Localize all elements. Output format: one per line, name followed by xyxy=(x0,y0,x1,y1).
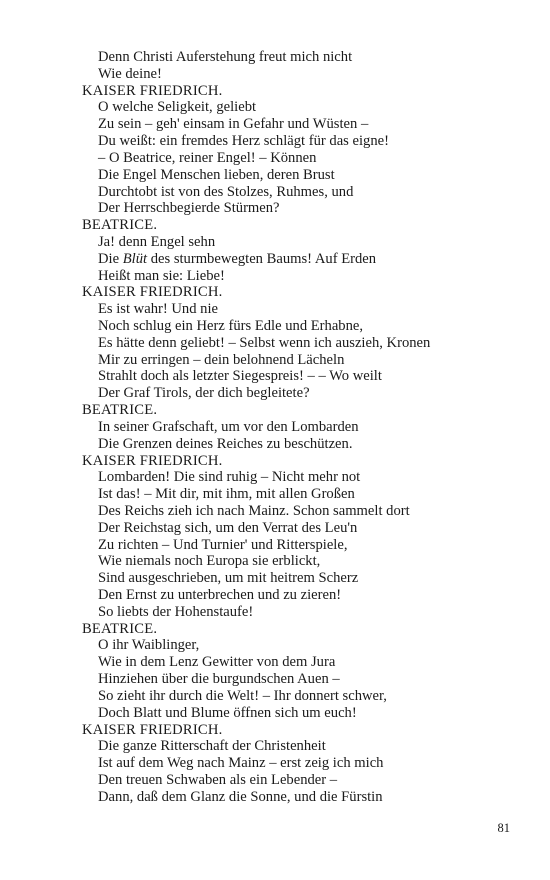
verse-line: So liebts der Hohenstaufe! xyxy=(98,603,254,620)
verse-line: Der Reichstag sich, um den Verrat des Leu'n xyxy=(98,519,358,536)
verse-line: Wie deine! xyxy=(98,65,162,82)
verse-line: Die ganze Ritterschaft der Christenheit xyxy=(98,738,326,755)
verse-line: Die Grenzen deines Reiches zu beschützen. xyxy=(98,435,353,452)
verse-line: Es ist wahr! Und nie xyxy=(98,301,218,318)
verse-line: Hinziehen über die burgundschen Auen – xyxy=(98,671,340,688)
verse-line: Noch schlug ein Herz fürs Edle und Erhabne, xyxy=(98,318,364,334)
verse-line: Wie in dem Lenz Gewitter von dem Jura xyxy=(98,654,336,671)
verse-line xyxy=(82,251,522,268)
verse-line: Lombarden! Die sind ruhig – Nicht mehr not xyxy=(98,469,361,486)
verse-line: O welche Seligkeit, geliebt xyxy=(98,99,257,116)
verse-line: Ist das! – Mit dir, mit ihm, mit allen Großen xyxy=(98,486,355,503)
verse-text: des sturmbewegten Baums! Auf Erden xyxy=(147,250,377,267)
verse-line: – O Beatrice, reiner Engel! – Können xyxy=(98,149,317,166)
speaker-name: BEATRICE. xyxy=(82,217,158,234)
speaker-name: KAISER FRIEDRICH. xyxy=(82,284,223,301)
verse-line: Strahlt doch als letzter Siegespreis! – – Wo weilt xyxy=(98,368,382,385)
verse-line: Zu sein – geh' einsam in Gefahr und Wüsten – xyxy=(98,116,369,133)
speaker-name: KAISER FRIEDRICH. xyxy=(82,82,223,99)
verse-line: Der Herrschbegierde Stürmen? xyxy=(98,200,280,217)
verse-line: Der Graf Tirols, der dich begleitete? xyxy=(98,385,310,402)
verse-line: Des Reichs zieh ich nach Mainz. Schon sammelt dort xyxy=(98,502,410,519)
verse-line: Den treuen Schwaben als ein Lebender – xyxy=(98,771,338,788)
verse-line: Durchtobt ist von des Stolzes, Ruhmes, und xyxy=(98,183,354,200)
verse-line: Sind ausgeschrieben, um mit heitrem Scherz xyxy=(98,570,359,587)
speaker-name: BEATRICE. xyxy=(82,620,158,637)
verse-line: Es hätte denn geliebt! – Selbst wenn ich auszieh, Kronen xyxy=(98,334,431,351)
speaker-name: KAISER FRIEDRICH. xyxy=(82,452,223,469)
verse-line: So zieht ihr durch die Welt! – Ihr donnert schwer, xyxy=(98,687,387,704)
verse-line: Ja! denn Engel sehn xyxy=(98,233,216,250)
emphasized-word: Blüt xyxy=(122,250,148,267)
speaker-name: BEATRICE. xyxy=(82,402,158,419)
verse-line: Denn Christi Auferstehung freut mich nicht xyxy=(98,49,353,65)
verse-text: Die xyxy=(98,250,123,267)
verse-line: Doch Blatt und Blume öffnen sich um euch! xyxy=(98,704,357,721)
verse-line: Mir zu erringen – dein belohnend Lächeln xyxy=(98,351,345,368)
verse-line: O ihr Waiblinger, xyxy=(98,637,200,654)
verse-line: Ist auf dem Weg nach Mainz – erst zeig ich mich xyxy=(98,755,384,772)
page-number: 81 xyxy=(497,821,510,835)
verse-line: Du weißt: ein fremdes Herz schlägt für das eigne! xyxy=(98,133,389,150)
verse-line: Dann, daß dem Glanz die Sonne, und die Fürstin xyxy=(98,788,383,805)
speaker-name: KAISER FRIEDRICH. xyxy=(82,721,223,738)
verse-line: Heißt man sie: Liebe! xyxy=(98,267,225,284)
verse-line: Die Engel Menschen lieben, deren Brust xyxy=(98,166,335,183)
verse-line: Den Ernst zu unterbrechen und zu zieren! xyxy=(98,587,342,603)
verse-line: Zu richten – Und Turnier' und Ritterspiele, xyxy=(98,536,348,553)
verse-line: Wie niemals noch Europa sie erblickt, xyxy=(98,553,321,570)
drama-text xyxy=(82,49,522,806)
verse-line: In seiner Grafschaft, um vor den Lombarden xyxy=(98,418,359,435)
